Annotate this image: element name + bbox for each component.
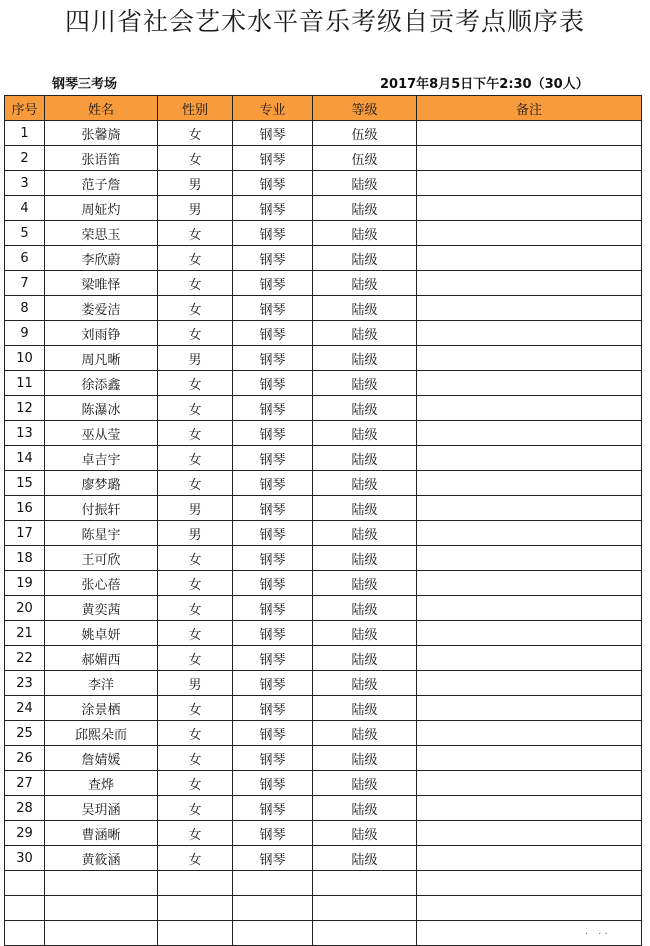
cell-level: 陆级 [313, 221, 417, 246]
cell-name [45, 896, 158, 921]
cell-notes [417, 221, 642, 246]
cell-notes [417, 271, 642, 296]
table-body [5, 121, 642, 946]
cell-notes [417, 396, 642, 421]
cell-level: 陆级 [313, 171, 417, 196]
cell-notes [417, 646, 642, 671]
cell-name: 周姃灼 [45, 196, 158, 221]
table-row [5, 521, 642, 546]
cell-major: 钢琴 [233, 796, 313, 821]
cell-index: 18 [5, 546, 45, 571]
cell-index: 19 [5, 571, 45, 596]
cell-level: 陆级 [313, 196, 417, 221]
table-row [5, 671, 642, 696]
cell-notes [417, 346, 642, 371]
cell-notes [417, 571, 642, 596]
col-header-major: 专业 [233, 96, 313, 121]
table-row [5, 771, 642, 796]
cell-name: 周凡晰 [45, 346, 158, 371]
exam-schedule: 2017年8月5日下午2:30（30人） [380, 77, 589, 92]
table-row [5, 546, 642, 571]
cell-name: 卓吉宇 [45, 446, 158, 471]
cell-gender: 女 [158, 271, 233, 296]
cell-notes [417, 746, 642, 771]
cell-notes [417, 246, 642, 271]
cell-gender: 男 [158, 171, 233, 196]
cell-gender: 女 [158, 646, 233, 671]
cell-name: 姚卓妍 [45, 621, 158, 646]
cell-index: 2 [5, 146, 45, 171]
cell-major: 钢琴 [233, 771, 313, 796]
cell-notes [417, 121, 642, 146]
table-row [5, 921, 642, 946]
cell-level [313, 921, 417, 946]
cell-level: 陆级 [313, 471, 417, 496]
cell-name [45, 921, 158, 946]
cell-notes [417, 296, 642, 321]
cell-level: 陆级 [313, 421, 417, 446]
cell-level: 陆级 [313, 821, 417, 846]
cell-notes [417, 671, 642, 696]
cell-index: 5 [5, 221, 45, 246]
cell-gender: 男 [158, 671, 233, 696]
cell-level: 陆级 [313, 696, 417, 721]
cell-gender: 女 [158, 821, 233, 846]
table-row [5, 196, 642, 221]
cell-index: 16 [5, 496, 45, 521]
cell-notes [417, 871, 642, 896]
cell-major: 钢琴 [233, 571, 313, 596]
cell-major: 钢琴 [233, 371, 313, 396]
cell-major: 钢琴 [233, 696, 313, 721]
cell-gender [158, 871, 233, 896]
cell-name: 陈星宇 [45, 521, 158, 546]
cell-gender: 女 [158, 421, 233, 446]
cell-major: 钢琴 [233, 521, 313, 546]
cell-major: 钢琴 [233, 671, 313, 696]
cell-level: 陆级 [313, 371, 417, 396]
cell-major: 钢琴 [233, 471, 313, 496]
cell-notes [417, 321, 642, 346]
cell-level [313, 871, 417, 896]
cell-index: 30 [5, 846, 45, 871]
table-row [5, 646, 642, 671]
cell-level: 伍级 [313, 121, 417, 146]
cell-index [5, 921, 45, 946]
cell-notes [417, 846, 642, 871]
cell-name: 查烨 [45, 771, 158, 796]
cell-name: 张馨旖 [45, 121, 158, 146]
cell-major: 钢琴 [233, 821, 313, 846]
cell-gender: 女 [158, 246, 233, 271]
cell-notes [417, 546, 642, 571]
cell-name: 黄筱涵 [45, 846, 158, 871]
table-row [5, 371, 642, 396]
col-header-index: 序号 [5, 96, 45, 121]
cell-major: 钢琴 [233, 496, 313, 521]
cell-notes [417, 146, 642, 171]
cell-index: 26 [5, 746, 45, 771]
col-header-level: 等级 [313, 96, 417, 121]
cell-name: 范子詹 [45, 171, 158, 196]
table-row [5, 121, 642, 146]
cell-index: 28 [5, 796, 45, 821]
cell-major: 钢琴 [233, 421, 313, 446]
cell-gender: 女 [158, 746, 233, 771]
cell-major: 钢琴 [233, 646, 313, 671]
cell-major: 钢琴 [233, 396, 313, 421]
cell-gender: 女 [158, 571, 233, 596]
cell-name: 梁唯怿 [45, 271, 158, 296]
table-row [5, 621, 642, 646]
table-row [5, 296, 642, 321]
cell-name: 徐添鑫 [45, 371, 158, 396]
cell-gender: 女 [158, 321, 233, 346]
roster-table [4, 95, 642, 946]
table-row [5, 146, 642, 171]
table-row [5, 796, 642, 821]
cell-name: 黄奕茜 [45, 596, 158, 621]
cell-level: 陆级 [313, 671, 417, 696]
cell-level: 陆级 [313, 746, 417, 771]
cell-major: 钢琴 [233, 346, 313, 371]
cell-index: 20 [5, 596, 45, 621]
cell-gender: 女 [158, 596, 233, 621]
cell-name: 陈瀑冰 [45, 396, 158, 421]
cell-name: 邱熙朵而 [45, 721, 158, 746]
cell-level: 陆级 [313, 596, 417, 621]
table-row [5, 496, 642, 521]
cell-gender: 女 [158, 546, 233, 571]
col-header-notes: 备注 [417, 96, 642, 121]
cell-gender: 女 [158, 296, 233, 321]
cell-index: 3 [5, 171, 45, 196]
cell-gender: 女 [158, 796, 233, 821]
table-row [5, 446, 642, 471]
cell-index: 8 [5, 296, 45, 321]
cell-notes [417, 496, 642, 521]
cell-index: 29 [5, 821, 45, 846]
cell-level: 陆级 [313, 296, 417, 321]
cell-major: 钢琴 [233, 221, 313, 246]
table-row [5, 471, 642, 496]
cell-level [313, 896, 417, 921]
cell-name: 付振轩 [45, 496, 158, 521]
cell-notes [417, 196, 642, 221]
cell-index: 13 [5, 421, 45, 446]
table-row [5, 346, 642, 371]
table-row [5, 746, 642, 771]
cell-name: 刘雨铮 [45, 321, 158, 346]
cell-name: 李欣蔚 [45, 246, 158, 271]
cell-level: 陆级 [313, 321, 417, 346]
cell-gender: 女 [158, 146, 233, 171]
cell-level: 陆级 [313, 646, 417, 671]
cell-major: 钢琴 [233, 196, 313, 221]
cell-major: 钢琴 [233, 121, 313, 146]
cell-level: 陆级 [313, 846, 417, 871]
cell-gender: 女 [158, 621, 233, 646]
cell-notes [417, 921, 642, 946]
cell-name: 郝媚西 [45, 646, 158, 671]
cell-index: 14 [5, 446, 45, 471]
cell-index: 21 [5, 621, 45, 646]
cell-notes [417, 796, 642, 821]
cell-major [233, 871, 313, 896]
cell-gender: 女 [158, 846, 233, 871]
cell-major: 钢琴 [233, 146, 313, 171]
cell-level: 伍级 [313, 146, 417, 171]
cell-notes [417, 896, 642, 921]
cell-gender: 女 [158, 471, 233, 496]
cell-index: 27 [5, 771, 45, 796]
table-row [5, 721, 642, 746]
table-row [5, 421, 642, 446]
cell-level: 陆级 [313, 546, 417, 571]
cell-major: 钢琴 [233, 721, 313, 746]
cell-gender: 女 [158, 771, 233, 796]
cell-level: 陆级 [313, 496, 417, 521]
cell-index: 7 [5, 271, 45, 296]
cell-name: 曹涵晰 [45, 821, 158, 846]
cell-major: 钢琴 [233, 596, 313, 621]
cell-notes [417, 171, 642, 196]
cell-level: 陆级 [313, 771, 417, 796]
cell-gender: 男 [158, 346, 233, 371]
cell-major: 钢琴 [233, 296, 313, 321]
cell-major: 钢琴 [233, 271, 313, 296]
cell-level: 陆级 [313, 521, 417, 546]
cell-notes [417, 471, 642, 496]
cell-major: 钢琴 [233, 446, 313, 471]
cell-name: 娄爱洁 [45, 296, 158, 321]
cell-name: 吴玥涵 [45, 796, 158, 821]
cell-index: 9 [5, 321, 45, 346]
table-row [5, 571, 642, 596]
table-row [5, 896, 642, 921]
cell-index [5, 896, 45, 921]
col-header-gender: 性别 [158, 96, 233, 121]
cell-name [45, 871, 158, 896]
cell-notes [417, 521, 642, 546]
cell-major: 钢琴 [233, 321, 313, 346]
cell-notes [417, 446, 642, 471]
cell-index: 1 [5, 121, 45, 146]
cell-gender: 女 [158, 121, 233, 146]
col-header-name: 姓名 [45, 96, 158, 121]
cell-level: 陆级 [313, 796, 417, 821]
header-row [5, 96, 642, 121]
cell-major: 钢琴 [233, 546, 313, 571]
cell-index: 10 [5, 346, 45, 371]
cell-notes [417, 721, 642, 746]
corner-mark: · · · [585, 929, 608, 940]
cell-gender: 女 [158, 221, 233, 246]
cell-major: 钢琴 [233, 171, 313, 196]
table-row [5, 696, 642, 721]
cell-notes [417, 371, 642, 396]
cell-gender: 男 [158, 496, 233, 521]
cell-level: 陆级 [313, 396, 417, 421]
cell-gender: 男 [158, 196, 233, 221]
cell-name: 王可欣 [45, 546, 158, 571]
cell-index: 22 [5, 646, 45, 671]
cell-major [233, 896, 313, 921]
cell-level: 陆级 [313, 271, 417, 296]
cell-name: 荣思玉 [45, 221, 158, 246]
cell-gender: 女 [158, 446, 233, 471]
cell-index: 25 [5, 721, 45, 746]
cell-major [233, 921, 313, 946]
cell-name: 涂景栖 [45, 696, 158, 721]
table-row [5, 171, 642, 196]
cell-notes [417, 621, 642, 646]
cell-level: 陆级 [313, 246, 417, 271]
table-row [5, 246, 642, 271]
cell-gender: 女 [158, 371, 233, 396]
cell-level: 陆级 [313, 721, 417, 746]
cell-index: 17 [5, 521, 45, 546]
cell-name: 张语笛 [45, 146, 158, 171]
cell-major: 钢琴 [233, 846, 313, 871]
cell-index: 24 [5, 696, 45, 721]
cell-level: 陆级 [313, 621, 417, 646]
table-row [5, 821, 642, 846]
table-row [5, 846, 642, 871]
cell-level: 陆级 [313, 571, 417, 596]
cell-notes [417, 821, 642, 846]
cell-gender [158, 921, 233, 946]
cell-gender: 女 [158, 396, 233, 421]
table-row [5, 321, 642, 346]
cell-name: 巫从莹 [45, 421, 158, 446]
cell-notes [417, 696, 642, 721]
cell-index [5, 871, 45, 896]
table-row [5, 271, 642, 296]
cell-index: 4 [5, 196, 45, 221]
cell-index: 6 [5, 246, 45, 271]
cell-name: 李洋 [45, 671, 158, 696]
cell-index: 11 [5, 371, 45, 396]
cell-notes [417, 421, 642, 446]
cell-name: 詹婧媛 [45, 746, 158, 771]
cell-level: 陆级 [313, 446, 417, 471]
cell-index: 12 [5, 396, 45, 421]
cell-notes [417, 596, 642, 621]
cell-major: 钢琴 [233, 246, 313, 271]
table-row [5, 396, 642, 421]
table-row [5, 221, 642, 246]
cell-name: 廖梦璐 [45, 471, 158, 496]
cell-name: 张心蓓 [45, 571, 158, 596]
cell-level: 陆级 [313, 346, 417, 371]
table-row [5, 871, 642, 896]
cell-index: 23 [5, 671, 45, 696]
table-row [5, 596, 642, 621]
cell-index: 15 [5, 471, 45, 496]
page-title: 四川省社会艺术水平音乐考级自贡考点顺序表 [64, 7, 585, 36]
cell-gender: 男 [158, 521, 233, 546]
cell-gender: 女 [158, 696, 233, 721]
cell-gender: 女 [158, 721, 233, 746]
table-header [5, 96, 642, 121]
cell-major: 钢琴 [233, 621, 313, 646]
exam-room-label: 钢琴三考场 [52, 77, 118, 92]
cell-gender [158, 896, 233, 921]
cell-notes [417, 771, 642, 796]
cell-major: 钢琴 [233, 746, 313, 771]
